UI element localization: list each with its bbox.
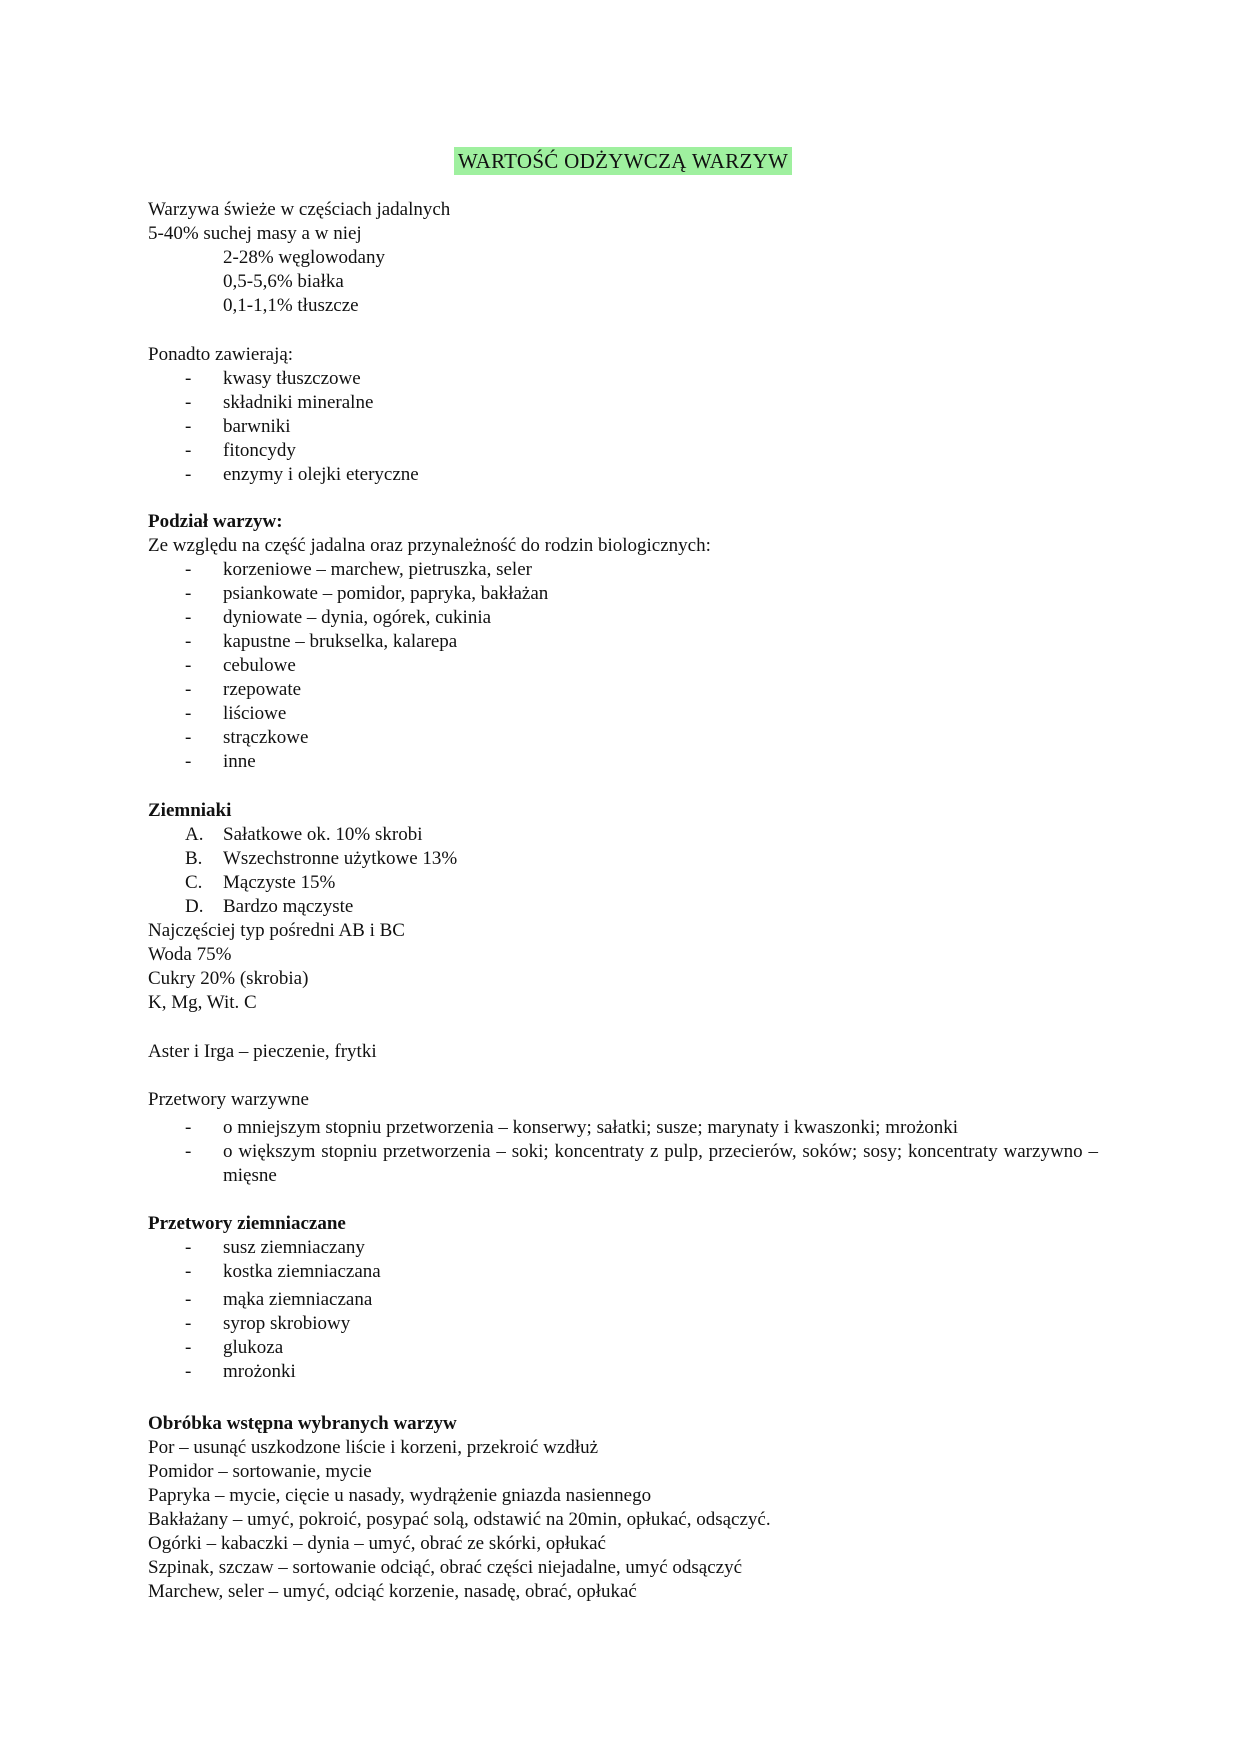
- list-item-text: enzymy i olejki eteryczne: [223, 464, 419, 485]
- list-item: [148, 654, 1098, 678]
- intro-line: 5-40% suchej masy a w niej: [148, 223, 362, 244]
- list-marker: -: [185, 1337, 192, 1358]
- list-marker: D.: [185, 896, 204, 917]
- list-item-text: kwasy tłuszczowe: [223, 368, 361, 389]
- list-marker: -: [185, 440, 192, 461]
- list-item: [148, 1116, 1098, 1140]
- list-marker: -: [185, 631, 192, 652]
- list-item: [148, 1260, 1098, 1284]
- potatoes-heading: Ziemniaki: [148, 800, 232, 821]
- list-item-text: cebulowe: [223, 655, 296, 676]
- list-item: [148, 1312, 1098, 1336]
- title-row: [148, 147, 1098, 175]
- intro-sub-item: 0,1-1,1% tłuszcze: [223, 295, 359, 316]
- list-item-text: kostka ziemniaczana: [223, 1261, 381, 1282]
- list-item-text: fitoncydy: [223, 440, 296, 461]
- list-item-text: korzeniowe – marchew, pietruszka, seler: [223, 559, 532, 580]
- list-item: [148, 630, 1098, 654]
- list-item-text: o mniejszym stopniu przetworzenia – konserwy; sałatki; susze; marynaty i kwaszonki; mrożonki: [223, 1117, 959, 1138]
- list-marker: -: [185, 1361, 192, 1382]
- list-item: [148, 391, 1098, 415]
- list-marker: -: [185, 607, 192, 628]
- list-item: [148, 895, 1098, 919]
- varieties-line: [148, 1040, 1098, 1064]
- potato-products-list: [148, 1236, 1098, 1384]
- list-item-text: rzepowate: [223, 679, 302, 700]
- list-marker: -: [185, 727, 192, 748]
- list-item: [148, 463, 1098, 487]
- list-item: [148, 847, 1098, 871]
- list-marker: -: [185, 1117, 192, 1138]
- intro-sub-item: 2-28% węglowodany: [223, 247, 385, 268]
- potatoes-line: K, Mg, Wit. C: [148, 992, 257, 1013]
- list-marker: B.: [185, 848, 203, 869]
- list-item: [148, 558, 1098, 582]
- processing-line: Por – usunąć uszkodzone liście i korzeni, przekroić wzdłuż: [148, 1437, 599, 1458]
- list-item-text: susz ziemniaczany: [223, 1237, 365, 1258]
- list-item: [148, 1236, 1098, 1260]
- list-item: [148, 1360, 1098, 1384]
- list-marker: -: [185, 1141, 192, 1162]
- veg-products-heading: Przetwory warzywne: [148, 1089, 309, 1110]
- contains-list: [148, 367, 1098, 487]
- list-item: [148, 367, 1098, 391]
- list-item-text: Mączyste 15%: [223, 872, 336, 893]
- list-item-text: strączkowe: [223, 727, 309, 748]
- list-item-text: Wszechstronne użytkowe 13%: [223, 848, 458, 869]
- list-marker: -: [185, 392, 192, 413]
- list-item: [148, 1288, 1098, 1312]
- list-item-text: dyniowate – dynia, ogórek, cukinia: [223, 607, 492, 628]
- intro-sub-item: 0,5-5,6% białka: [223, 271, 344, 292]
- potato-products-heading: Przetwory ziemniaczane: [148, 1213, 346, 1234]
- list-marker: -: [185, 751, 192, 772]
- list-item: [148, 582, 1098, 606]
- processing-section: [148, 1412, 1098, 1604]
- potatoes-line: Cukry 20% (skrobia): [148, 968, 309, 989]
- list-item-text: mrożonki: [223, 1361, 296, 1382]
- processing-line: Szpinak, szczaw – sortowanie odciąć, obrać części niejadalne, umyć odsączyć: [148, 1557, 743, 1578]
- varieties-text: Aster i Irga – pieczenie, frytki: [148, 1041, 377, 1062]
- intro-section: [148, 198, 1098, 318]
- list-marker: -: [185, 559, 192, 580]
- list-marker: -: [185, 655, 192, 676]
- list-item-text: składniki mineralne: [223, 392, 374, 413]
- list-marker: -: [185, 1313, 192, 1334]
- potato-products-section: [148, 1212, 1098, 1384]
- list-item: [148, 871, 1098, 895]
- list-item: [148, 1140, 1098, 1188]
- potatoes-section: [148, 799, 1098, 1015]
- list-item: [148, 823, 1098, 847]
- processing-heading: Obróbka wstępna wybranych warzyw: [148, 1413, 457, 1434]
- list-item-text: psiankowate – pomidor, papryka, bakłażan: [223, 583, 549, 604]
- division-text: Ze względu na część jadalna oraz przynależność do rodzin biologicznych:: [148, 535, 711, 556]
- list-item-text: syrop skrobiowy: [223, 1313, 351, 1334]
- processing-line: Pomidor – sortowanie, mycie: [148, 1461, 372, 1482]
- list-item-text: mąka ziemniaczana: [223, 1289, 373, 1310]
- list-marker: -: [185, 1237, 192, 1258]
- list-item: [148, 1336, 1098, 1360]
- list-item-text: barwniki: [223, 416, 291, 437]
- list-item-text: Sałatkowe ok. 10% skrobi: [223, 824, 423, 845]
- list-marker: -: [185, 464, 192, 485]
- list-item-text: kapustne – brukselka, kalarepa: [223, 631, 458, 652]
- list-item-text: Bardzo mączyste: [223, 896, 354, 917]
- list-item: [148, 415, 1098, 439]
- list-marker: -: [185, 368, 192, 389]
- list-item: [148, 726, 1098, 750]
- list-marker: -: [185, 679, 192, 700]
- division-heading: Podział warzyw:: [148, 511, 283, 532]
- processing-line: Papryka – mycie, cięcie u nasady, wydrążenie gniazda nasiennego: [148, 1485, 652, 1506]
- processing-line: Bakłażany – umyć, pokroić, posypać solą, odstawić na 20min, opłukać, odsączyć.: [148, 1509, 771, 1530]
- list-marker: A.: [185, 824, 204, 845]
- contains-heading: Ponadto zawierają:: [148, 344, 294, 365]
- list-marker: -: [185, 1289, 192, 1310]
- potato-types-list: [148, 823, 1098, 919]
- list-marker: -: [185, 703, 192, 724]
- list-item-text: o większym stopniu przetworzenia – soki; koncentraty z pulp, przecierów, soków; sosy; koncentraty warzywno – mięsne: [223, 1141, 1098, 1186]
- list-item: [148, 750, 1098, 774]
- list-item: [148, 702, 1098, 726]
- list-item: [148, 439, 1098, 463]
- list-marker: -: [185, 583, 192, 604]
- intro-line: Warzywa świeże w częściach jadalnych: [148, 199, 451, 220]
- processing-line: Ogórki – kabaczki – dynia – umyć, obrać ze skórki, opłukać: [148, 1533, 606, 1554]
- list-marker: C.: [185, 872, 203, 893]
- list-marker: -: [185, 1261, 192, 1282]
- potatoes-line: Najczęściej typ pośredni AB i BC: [148, 920, 405, 941]
- list-item-text: liściowe: [223, 703, 287, 724]
- processing-line: Marchew, seler – umyć, odciąć korzenie, nasadę, obrać, opłukać: [148, 1581, 637, 1602]
- veg-products-list: [148, 1116, 1098, 1188]
- list-item: [148, 678, 1098, 702]
- division-section: [148, 510, 1098, 774]
- potatoes-line: Woda 75%: [148, 944, 232, 965]
- list-marker: -: [185, 416, 192, 437]
- page-title: WARTOŚĆ ODŻYWCZĄ WARZYW: [454, 147, 792, 175]
- list-item: [148, 606, 1098, 630]
- list-item-text: glukoza: [223, 1337, 284, 1358]
- division-list: [148, 558, 1098, 774]
- contains-section: [148, 343, 1098, 487]
- veg-products-section: [148, 1088, 1098, 1188]
- list-item-text: inne: [223, 751, 256, 772]
